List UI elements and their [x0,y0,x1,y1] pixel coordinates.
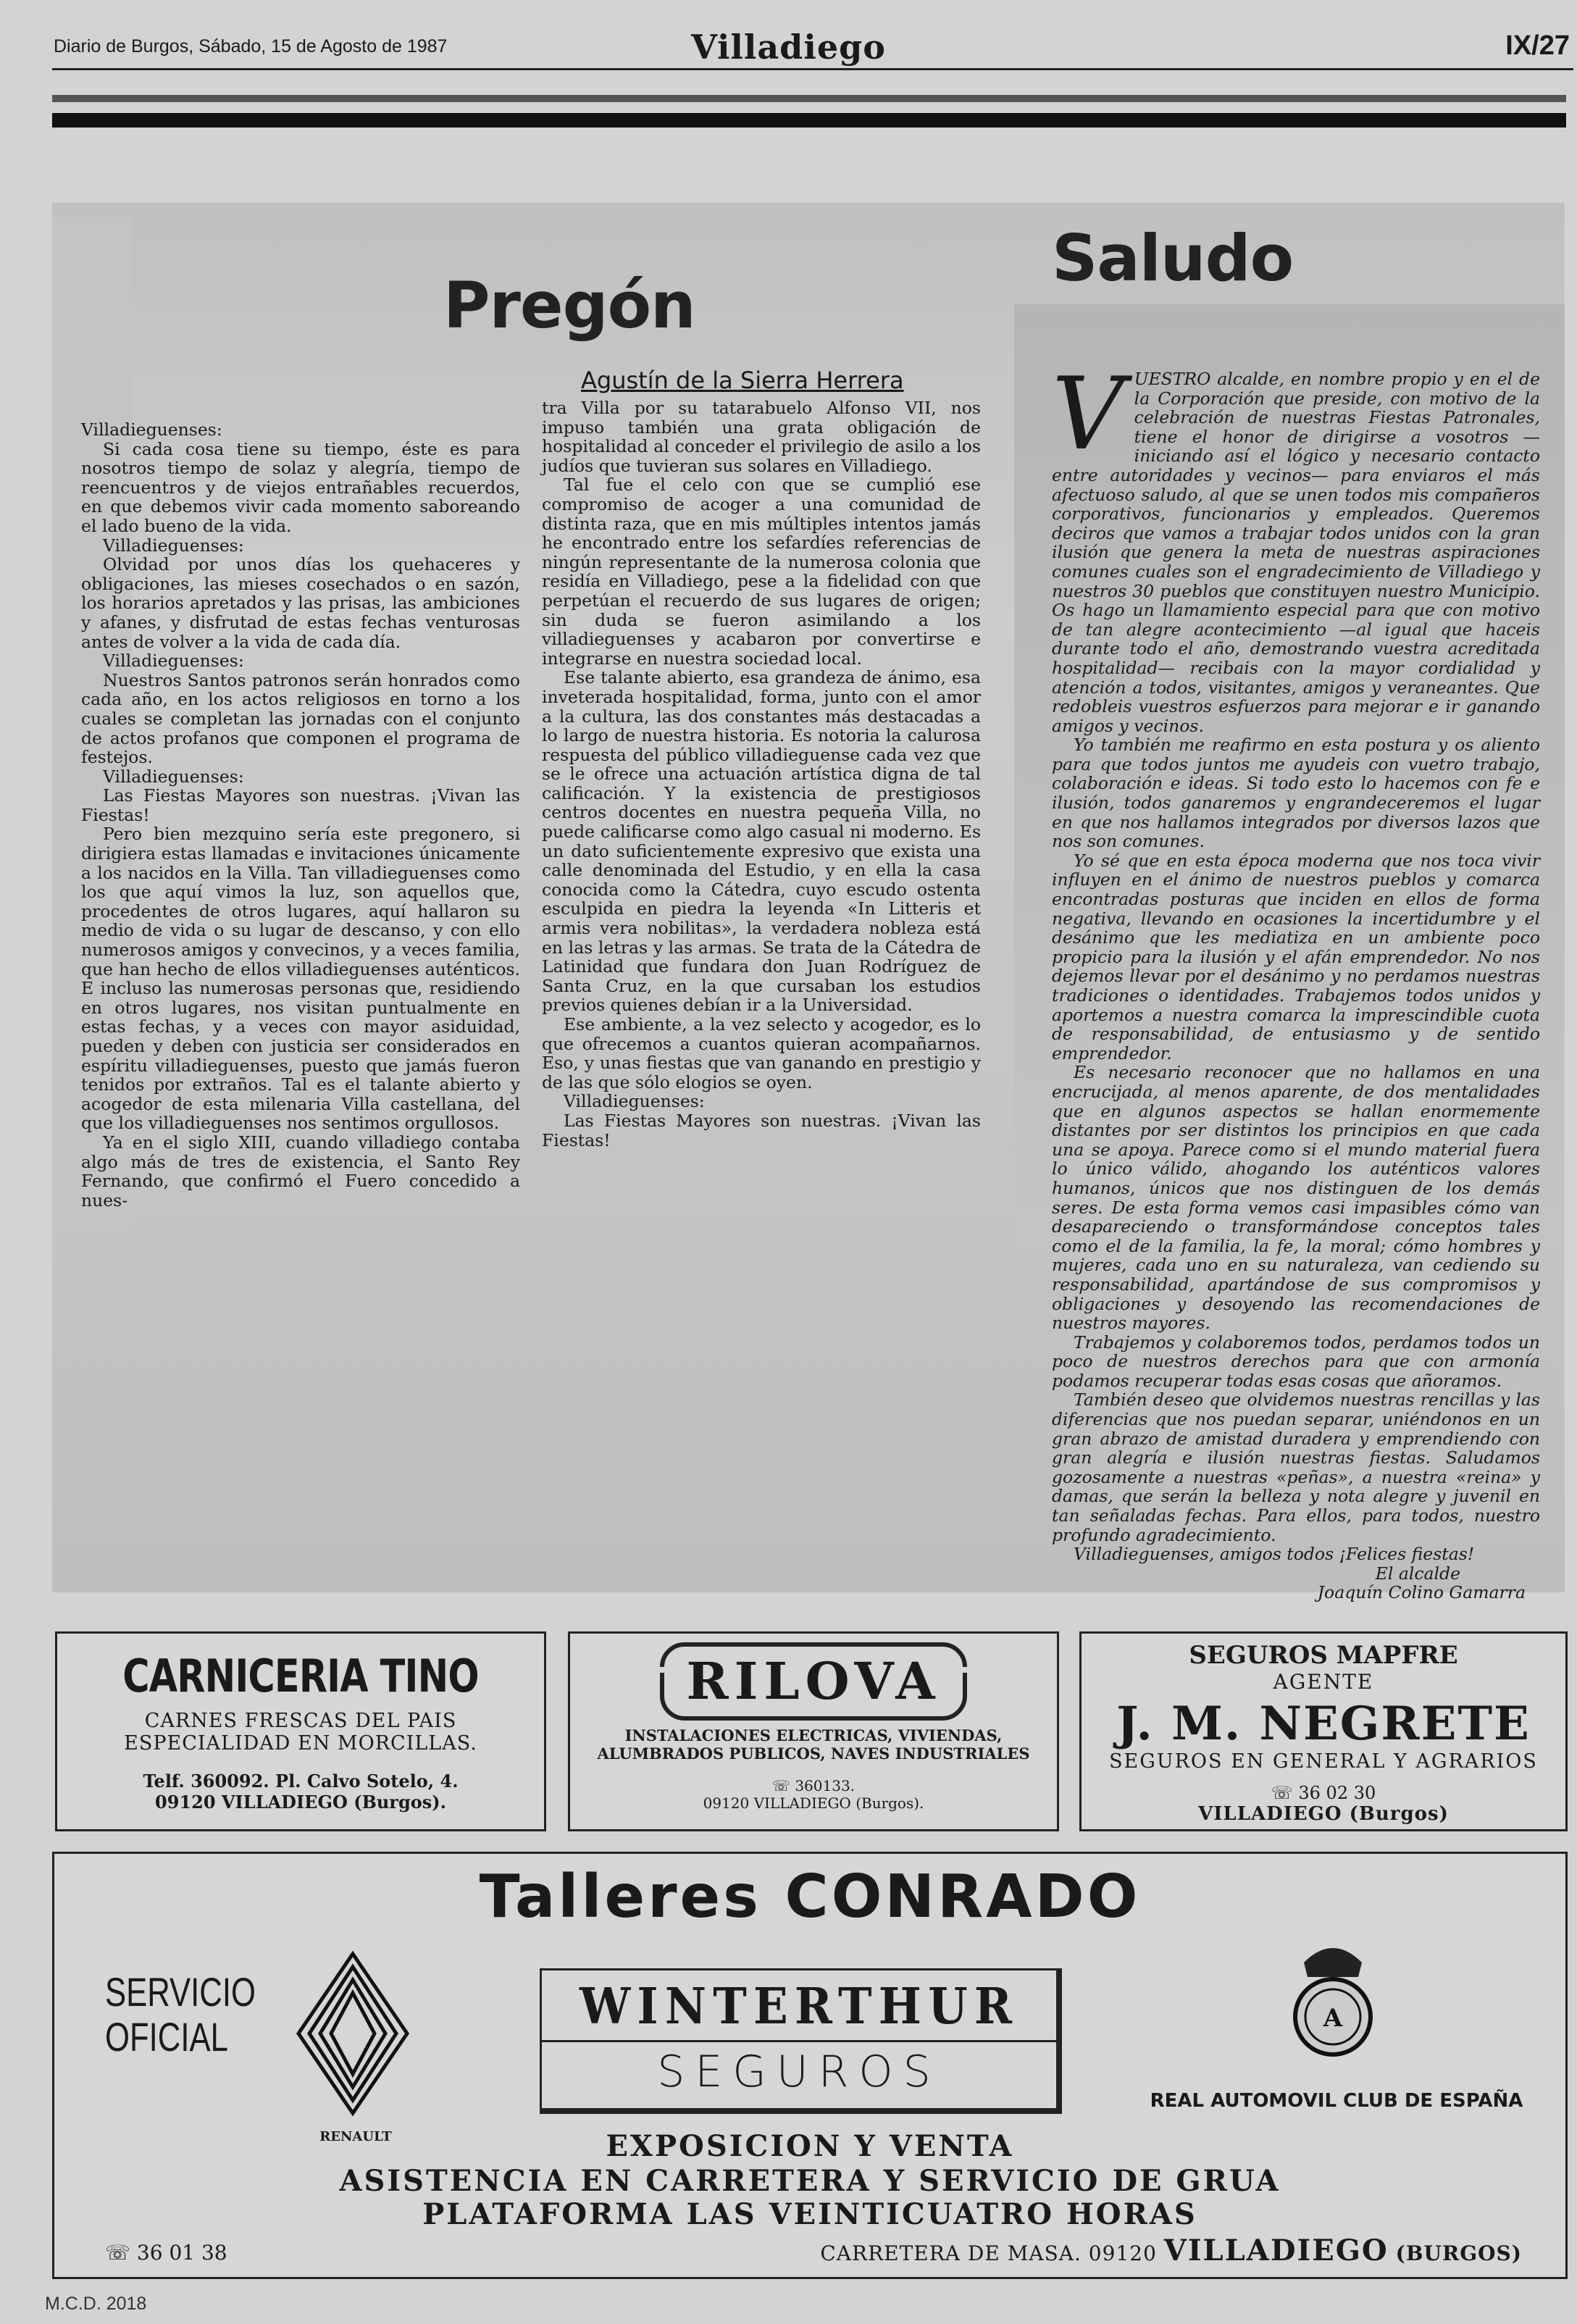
paragraph: Las Fiestas Mayores son nuestras. ¡Vivan las Fiestas! [81,785,520,825]
ad-name: RILOVA [686,1651,941,1711]
paragraph: Tal fue el celo con que se cumplió ese compromiso de acoger a una comunidad de distinta raza, que en mis múltiples intentos jamás he encontrado entre los sefardíes referencias de ningún representante de la numerosa colonia que residía en Villadiego, pese a la fidelidad con que perpetúan el recuerdo de sus lugares de origen; sin duda se fueron asimilando a los villadieguenses y acabaron por convertirse e integrarse en nuestra sociedad local. [542,475,981,669]
phone-icon: ☏ [1271,1783,1299,1803]
ad-line: PLATAFORMA LAS VEINTICUATRO HORAS [422,2197,1197,2231]
ad-city: VILLADIEGO (Burgos) [1198,1803,1449,1825]
signature-name: Joaquín Colino Gamarra [1317,1582,1526,1603]
ad-line: INSTALACIONES ELECTRICAS, VIVIENDAS, [624,1726,1003,1744]
paragraph: tra Villa por su tatarabuelo Alfonso VII, nos impuso también una grata obligación de hospitalidad al conceder el privilegio de asilo a los judíos que tuvieran sus solares en Villadiego. [542,398,981,476]
paragraph: Villadieguenses: [103,651,244,672]
decorative-bar [52,95,1566,102]
paragraph: Yo sé que en esta época moderna que nos toca vivir influyen en el ánimo de nuestros pueblos y comarca encontradas posturas que inciden en ellos de forma negativa, llevando en ocasiones la incertidumbre y el desánimo que les mediatiza en un ambiente poco propicio para la ilusión y el afán emprendedor. No nos dejemos llevar por el desánimo y no perdamos nuestras tradiciones o identidades. Trabajemos todos unidos y aportemos a nuestra comarca la imprescindible cuota de responsabilidad, de entusiasmo y de sentido emprendedor. [1052,850,1540,1063]
race-label: REAL AUTOMOVIL CLUB DE ESPAÑA [1150,2090,1523,2112]
ad-province: (BURGOS) [1395,2241,1522,2265]
ad-negrete [1079,1631,1568,1831]
paragraph: Ese ambiente, a la vez selecto y acogedor, es lo que ofrecemos a cuantos quieran acompañarnos. Eso, y unas fiestas que van ganando en prestigio y de las que sólo elogios se oyen. [542,1014,981,1092]
paragraph: Si cada cosa tiene su tiempo, éste es para nosotros tiempo de solaz y alegría, tiempo de reencuentros y de viejos entrañables recuerdos, en que debemos vivir cada momento saboreando el lado bueno de la vida. [81,438,520,536]
ad-carniceria-tino [55,1631,546,1831]
ad-line: ESPECIALIDAD EN MORCILLAS. [124,1732,477,1755]
decorative-bar-thick [52,113,1566,128]
ad-address: CARRETERA DE MASA. 09120 [820,2241,1157,2265]
paragraph: Ya en el siglo XIII, cuando villadiego contaba algo más de tres de existencia, el Santo Rey Fernando, que confirmó el Fuero concedido a nues- [81,1132,520,1211]
saludo-title: Saludo [1052,221,1294,296]
ad-name: Talleres CONRADO [479,1863,1141,1931]
rilova-logo [660,1642,966,1721]
paragraph: Villadieguenses: [564,1091,705,1112]
ad-city: VILLADIEGO [1163,2233,1389,2267]
phone-icon: ☏ [771,1777,795,1794]
paragraph: Las Fiestas Mayores son nuestras. ¡Vivan las Fiestas! [542,1110,981,1150]
ad-line: SEGUROS EN GENERAL Y AGRARIOS [1109,1750,1538,1773]
ad-line: SEGUROS MAPFRE [1189,1641,1458,1670]
footer-credit: M.C.D. 2018 [45,2294,147,2314]
paragraph [1052,356,1540,736]
ad-line: AGENTE [1273,1670,1374,1694]
winterthur-box [540,1968,1062,2114]
paragraph: Villadieguenses: [103,535,244,556]
servicio-label: SERVICIO [105,1969,256,2015]
pregon-author: Agustín de la Sierra Herrera [581,367,904,394]
svg-text:A: A [1323,2004,1343,2033]
paragraph: Pero bien mezquino sería este pregonero, si dirigiera estas llamadas e invitaciones únicamente a los nacidos en la Villa. Tan villadieguenses como los que aquí vimos la luz, son aquellos que, procedentes de otros lugares, aquí hallaron su medio de vida o su lugar de descanso, y con ello numerosos amigos y convecinos, y a veces familia, que han hecho de ellos villadieguenses auténticos. E incluso las numerosas personas que, residiendo en otros lugares, nos visitan puntualmente en estas fechas, y a veces con mayor asiduidad, pueden y deben con justicia ser considerados en espíritu villadieguenses, puesto que jamás fueron tenidos por extraños. Tal es el talante abierto y acogedor de esta milenaria Villa castellana, del que los villadieguenses nos sentimos orgullosos. [81,824,520,1134]
saludo-column [1052,356,1540,1603]
header-rule [52,68,1573,70]
pregon-title: Pregón [443,268,695,343]
newspaper-date: Diario de Burgos, Sábado, 15 de Agosto de 1987 [54,36,448,57]
ad-rilova [568,1631,1059,1831]
paragraph: Yo también me reafirmo en esta postura y os aliento para que todos juntos me ayudeis con vuetro trabajo, colaboración e ideas. Si todo esto lo hacemos con fe e ilusión, todos ganaremos y engrandeceremos el lugar en que nos hallamos integrados por diversos lazos que nos son comunes. [1052,735,1540,852]
paragraph: Es necesario reconocer que no hallamos en una encrucijada, al menos aparente, de dos mentalidades que en algunos aspectos se hallan enormemente distantes por ser distintos los principios en que cada una se apoya. Parece como si el mundo material fuera lo único válido, ahogando los auténticos valores humanos, únicos que nos distinguen de los demás seres. De esta forma vemos casi impasibles cómo van desapareciendo o transformándose conceptos tales como el de la familia, la fe, la moral; cómo hombres y mujeres, cada uno en su naturaleza, van cediendo su responsabilidad, apartándose de sus compromisos y obligaciones y desoyendo las recomendaciones de nuestros mayores. [1052,1062,1540,1334]
winterthur-name: WINTERTHUR [579,1978,1019,2036]
paragraph: Olvidad por unos días los quehaceres y obligaciones, las mieses cosechados o en sazón, los horarios apretados y las prisas, las ambiciones y afanes, y disfrutad de estas fechas venturosas antes de volver a la vida de cada día. [81,554,520,652]
ad-phone: 36 02 30 [1298,1783,1376,1803]
race-crest-icon [1279,1934,1387,2057]
renault-label: RENAULT [319,2129,392,2144]
drop-cap: V [1052,356,1124,472]
ad-name: J. M. NEGRETE [1116,1697,1531,1751]
winterthur-seguros: SEGUROS [657,2047,941,2097]
ad-address: Telf. 360092. Pl. Calvo Sotelo, 4. [143,1771,459,1792]
ad-talleres-conrado [52,1852,1568,2279]
paragraph: Villadieguenses: [103,766,244,787]
paragraph: Nuestros Santos patronos serán honrados como cada año, en los actos religiosos en torno a los cuales se completan las jornadas con el conjunto de actos profanos que componen el programa de festejos. [81,669,520,768]
ad-line: EXPOSICION Y VENTA [606,2129,1014,2163]
pregon-column-1 [81,420,520,1210]
page-number: IX/27 [1505,30,1570,61]
paragraph: Trabajemos y colaboremos todos, perdamos todos un poco de nuestros derechos para que con armonía podamos recuperar todas esas cosas que añoramos. [1052,1332,1540,1391]
paragraph: Villadieguenses, amigos todos ¡Felices fiestas! [1074,1544,1475,1565]
signature-title: El alcalde [1375,1563,1460,1584]
ad-phone: 36 01 38 [136,2241,227,2265]
pregon-column-2 [542,398,981,1150]
phone-icon: ☏ [105,2241,137,2265]
section-title: Villadiego [691,28,886,67]
ad-line: ALUMBRADOS PUBLICOS, NAVES INDUSTRIALES [597,1744,1030,1763]
ad-phone: 360133. [795,1777,856,1794]
saludo-first-paragraph: UESTRO alcalde, en nombre propio y en el de la Corporación que preside, con motivo de la celebración de nuestras Fiestas Patronales, tiene el honor de dirigirse a vosotros —iniciando así el lógico y necesario contacto entre autoridades y vecinos— para enviaros el más afectuoso saludo, al que se unen todos mis compañeros corporativos, funcionarios y empleados. Queremos deciros que vamos a trabajar todos unidos con la gran ilusión que genera la meta de nuestras aspiraciones comunes cuales son el engradecimiento de Villadiego y nuestros 30 pueblos que constituyen nuestro Municipio. Os hago un llamamiento especial para que con motivo de tan alegre acontecimiento —al igual que haceis durante todo el año, demostrando vuestra acreditada hospitalidad— recibais con la mayor cordialidad y atención a todos, visitantes, amigos y veraneantes. Que redobleis vuestros esfuerzos para mejorar e ir ganando amigos y vecinos. [1052,369,1540,736]
paragraph: Villadieguenses: [81,419,222,440]
paragraph: También deseo que olvidemos nuestras rencillas y las diferencias que nos puedan separar, uniéndonos en un gran abrazo de amistad duradera y emprendiendo con gran alegría e ilusión nuestras fiestas. Saludamos gozosamente a nuestras «peñas», a nuestra «reina» y damas, que serán la belleza y nota alegre y juvenil en tan señaladas fechas. Para ellos, para todos, nuestro profundo agradecimiento. [1052,1389,1540,1545]
ad-line: ASISTENCIA EN CARRETERA Y SERVICIO DE GRUA [339,2164,1281,2198]
ad-name: CARNICERIA TINO [122,1650,479,1702]
renault-logo-icon [288,1947,419,2135]
oficial-label: OFICIAL [105,2014,228,2060]
ad-line: CARNES FRESCAS DEL PAIS [144,1710,457,1732]
paragraph: Ese talante abierto, esa grandeza de ánimo, esa inveterada hospitalidad, forma, junto con el amor a la cultura, las dos constantes más destacadas a lo largo de nuestra historia. Es notoria la calurosa respuesta del público villadieguense cada vez que se le ofrece una actuación artística digna de tal calificación. Y la existencia de prestigiosos centros docentes en nuestra pequeña Villa, no puede calificarse como algo casual ni moderno. Es un dato suficientemente expresivo que exista una calle denominada del Estudio, y en ella la casa conocida como la Cátedra, cuyo escudo ostenta esculpida en piedra la leyenda «In Litteris et armis vera nobilitas», la verdadera nobleza está en las letras y las armas. Se trata de la Cátedra de Latinidad que fundara don Juan Rodríguez de Santa Cruz, en la que cursaban los estudios previos quienes debían ir a la Universidad. [542,667,981,1016]
ad-city: 09120 VILLADIEGO (Burgos). [155,1792,446,1813]
ad-city: 09120 VILLADIEGO (Burgos). [703,1794,924,1812]
